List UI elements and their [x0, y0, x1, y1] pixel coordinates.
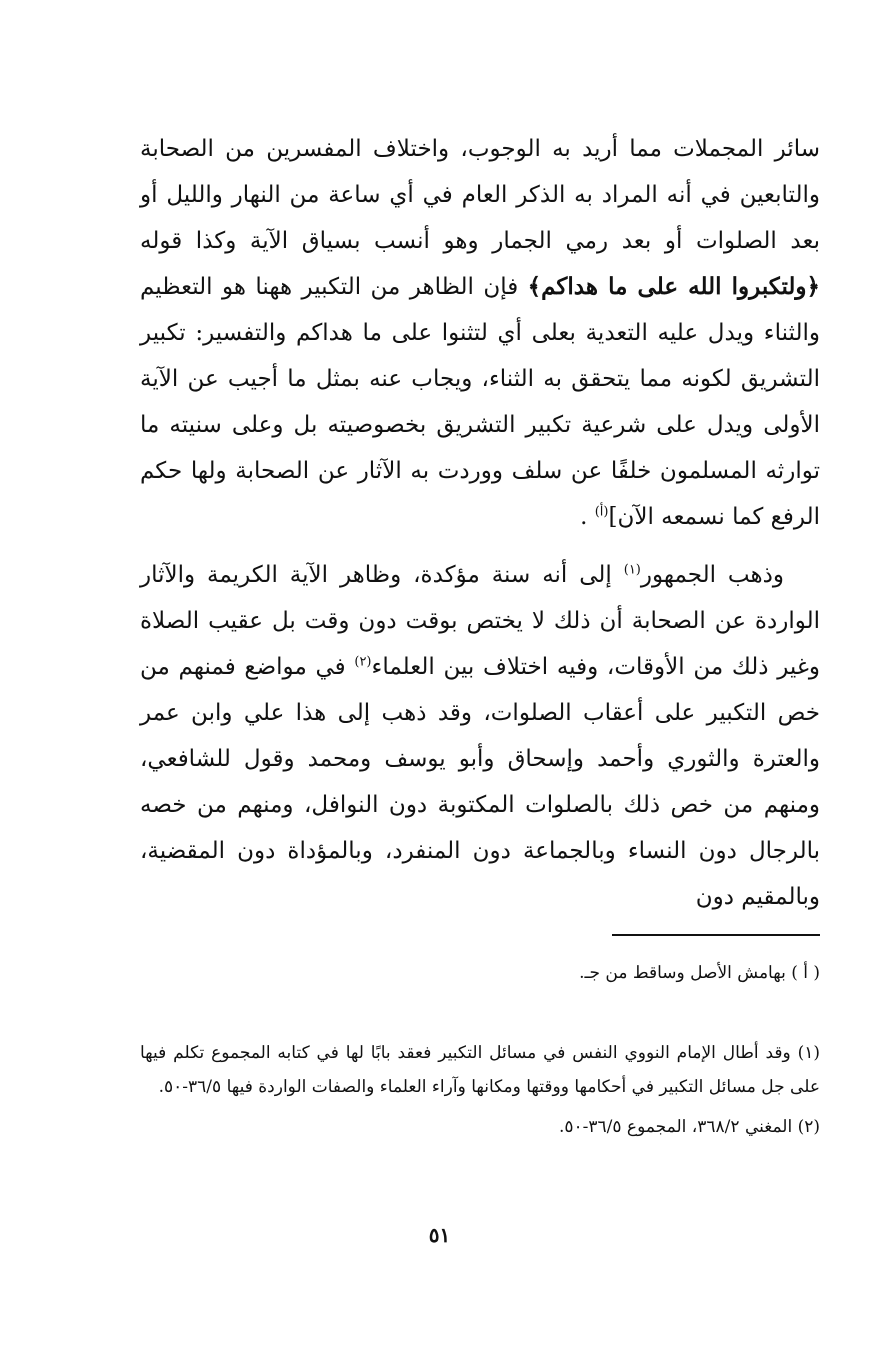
- main-body-text: [140, 126, 820, 920]
- paragraph-1: [140, 126, 820, 540]
- paragraph-2-text-b: إلى أنه سنة مؤكدة، وظاهر الآية الكريمة والآثار الواردة عن الصحابة أن ذلك لا يختص بوقت دون وقت بل عقيب الصلاة وغير ذلك من الأوقات، وفيه اختلاف بين العلماء: [140, 562, 820, 680]
- paragraph-2-text-a: وذهب الجمهور: [640, 562, 784, 588]
- footnote-1: (١) وقد أطال الإمام النووي النفس في مسائل التكبير فعقد بابًا لها في كتابه المجموع تكلم فيها على جل مسائل التكبير في أحكامها ووقتها ومكانها وآراء العلماء والصفات الواردة فيها ٣٦/٥-٥٠.: [140, 1043, 820, 1097]
- footnote-ref-variant: (أ): [594, 504, 609, 520]
- footnote-variant: ( أ ) بهامش الأصل وساقط من جـ.: [579, 963, 820, 983]
- quran-verse: ﴿ولتكبروا الله على ما هداكم﴾: [527, 273, 820, 300]
- footnote-2: (٢) المغني ٣٦٨/٢، المجموع ٣٦/٥-٥٠.: [558, 1117, 820, 1137]
- footnote-ref-1: (١): [623, 562, 641, 578]
- paragraph-1-end: .: [580, 504, 595, 530]
- paragraph-1-text-a: سائر المجملات مما أريد به الوجوب، واختلاف المفسرين من الصحابة والتابعين في أنه المراد به الذكر العام في أي ساعة من النهار والليل أو بعد الصلوات أو بعد رمي الجمار وهو أنسب بسياق الآية وكذا قوله: [140, 136, 820, 254]
- page-number: ٥١: [428, 1223, 451, 1247]
- footnote-separator: [612, 934, 820, 936]
- paragraph-2-text-c: في مواضع فمنهم من خص التكبير على أعقاب الصلوات، وقد ذهب إلى هذا علي وابن عمر والعترة والثوري وأحمد وإسحاق وأبو يوسف ومحمد وقول للشافعي، ومنهم من خص ذلك بالصلوات المكتوبة دون النوافل، ومنهم من خصه بالرجال دون النساء وبالجماعة دون المنفرد، وبالمؤداة دون المقضية، وبالمقيم دون: [140, 654, 820, 910]
- footnotes-section: [140, 1036, 820, 1144]
- paragraph-1-text-b: فإن الظاهر من التكبير ههنا هو التعظيم والثناء ويدل عليه التعدية بعلى أي لتثنوا على ما هداكم والتفسير: تكبير التشريق لكونه مما يتحقق به الثناء، ويجاب عنه بمثل ما أجيب عن الآية الأولى ويدل على شرعية تكبير التشريق بخصوصيته بل وعلى سنيته ما توارثه المسلمون خلفًا عن سلف ووردت به الآثار عن الصحابة ولها حكم الرفع كما نسمعه الآن]: [140, 274, 820, 530]
- footnote-ref-2: (٢): [354, 654, 372, 670]
- paragraph-2: [140, 552, 820, 920]
